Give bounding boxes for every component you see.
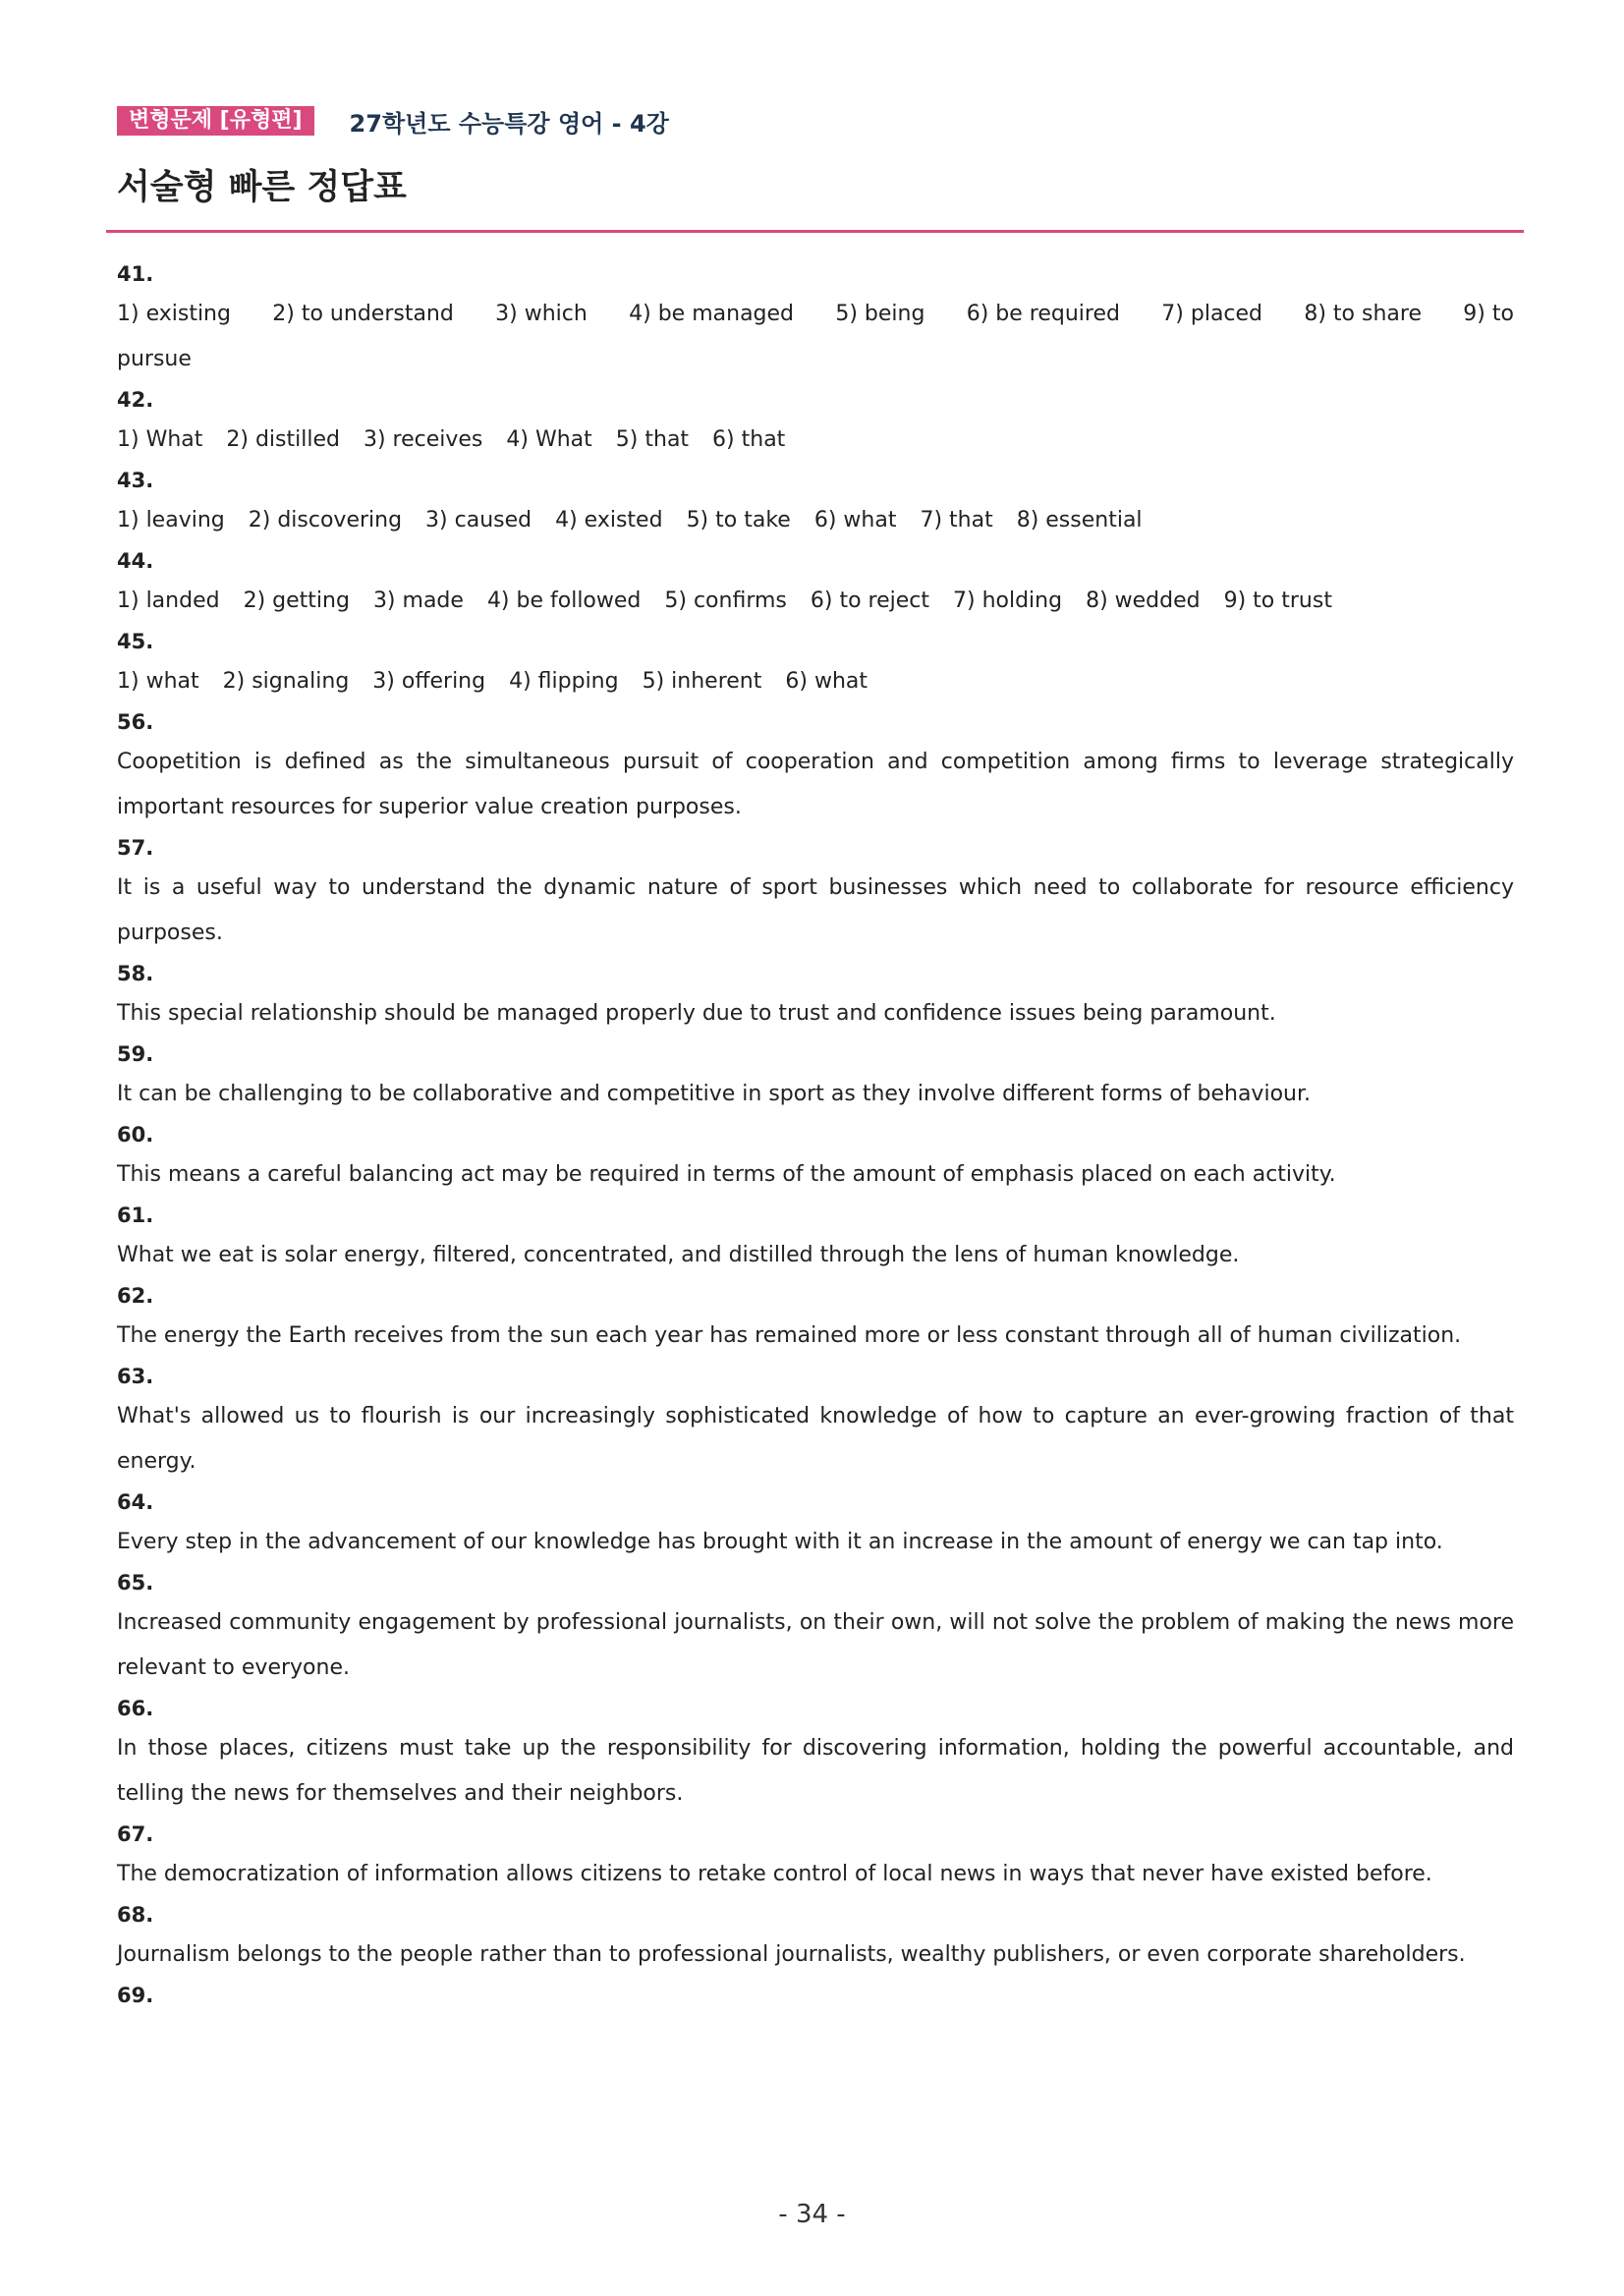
choice-answer: 5) confirms (664, 588, 787, 613)
choice-answer: 2) signaling (222, 669, 350, 694)
choice-answer: 9) to trust (1223, 588, 1332, 613)
answer-sentence: Every step in the advancement of our knowledge has brought with it an increase in the amount of energy we can tap into. (117, 1530, 1443, 1554)
answer-item (117, 1897, 1514, 1978)
choice-answer: 4) What (506, 427, 592, 452)
choice-answer: 5) that (615, 427, 690, 452)
choice-answer: 3) offering (372, 669, 486, 694)
question-number: 62. (117, 1284, 154, 1308)
choice-answer: 1) landed (117, 588, 220, 613)
page-title: 서술형 빠른 정답표 (117, 168, 407, 207)
title-divider (106, 230, 1524, 233)
answer-item (117, 956, 1514, 1036)
choice-answer: 6) that (712, 427, 786, 452)
choice-answer: 7) that (920, 508, 993, 532)
answer-item (117, 1484, 1514, 1565)
answer-list (117, 256, 1514, 2013)
question-number: 44. (117, 549, 154, 573)
answer-sentence: Increased community engagement by professional journalists, on their own, will not solve the problem of making the news more relevant to everyone. (117, 1610, 1514, 1680)
answer-item (117, 1278, 1514, 1359)
choice-answer: 8) essential (1016, 508, 1143, 532)
answer-item (117, 1036, 1514, 1117)
choice-answer: 5) inherent (642, 669, 762, 694)
choice-answer: 6) to reject (810, 588, 929, 613)
page-header (117, 103, 669, 139)
question-number: 66. (117, 1697, 154, 1720)
page-number: - 34 - (778, 2200, 846, 2229)
answer-item (117, 1117, 1514, 1198)
choice-list (117, 418, 1514, 463)
answer-sentence: This means a careful balancing act may be required in terms of the amount of emphasis placed on each activity. (117, 1162, 1336, 1187)
choice-answer: 4) be managed (629, 302, 795, 326)
answer-item (117, 256, 1514, 382)
question-number: 67. (117, 1822, 154, 1846)
choice-list (117, 292, 1514, 337)
answer-item (117, 624, 1514, 704)
question-number: 45. (117, 630, 154, 653)
choice-list (117, 579, 1514, 624)
choice-list (117, 498, 1514, 543)
question-number: 42. (117, 388, 154, 412)
answer-item (117, 704, 1514, 830)
answer-item (117, 543, 1514, 624)
answer-item (117, 1817, 1514, 1897)
choice-answer: 3) which (495, 302, 588, 326)
answer-sentence: What's allowed us to flourish is our increasingly sophisticated knowledge of how to capture an ever-growing fraction of that energy. (117, 1404, 1514, 1474)
answer-sentence: In those places, citizens must take up the responsibility for discovering information, holding the powerful accountable, and telling the news for themselves and their neighbors. (117, 1736, 1514, 1806)
answer-item (117, 463, 1514, 543)
answer-sentence: The democratization of information allows citizens to retake control of local news in ways that never have existed before. (117, 1862, 1432, 1886)
choice-answer: 3) receives (363, 427, 483, 452)
choice-answer: 3) made (372, 588, 464, 613)
answer-item (117, 830, 1514, 956)
question-number: 58. (117, 962, 154, 985)
choice-answer: 6) what (813, 508, 897, 532)
choice-answer: 1) what (117, 669, 199, 694)
question-number: 68. (117, 1903, 154, 1927)
answer-item (117, 1691, 1514, 1817)
question-number: 69. (117, 1984, 154, 2007)
choice-answer: 4) existed (555, 508, 663, 532)
question-number: 56. (117, 710, 154, 734)
answer-sentence: It is a useful way to understand the dynamic nature of sport businesses which need to collaborate for resource efficiency purposes. (117, 875, 1514, 945)
answer-item (117, 1198, 1514, 1278)
choice-answer: 3) caused (425, 508, 532, 532)
answer-item (117, 382, 1514, 463)
choice-answer: 1) leaving (117, 508, 225, 532)
choice-answer: 6) what (785, 669, 868, 694)
answer-item (117, 1359, 1514, 1484)
answer-item (117, 1978, 1514, 2013)
choice-answer: 6) be required (966, 302, 1120, 326)
choice-answer: 2) discovering (248, 508, 403, 532)
choice-answer: 7) holding (953, 588, 1063, 613)
choice-answer: 5) to take (686, 508, 791, 532)
choice-answer: 4) flipping (509, 669, 619, 694)
choice-list (117, 659, 1514, 704)
question-number: 43. (117, 469, 154, 492)
answer-sentence: The energy the Earth receives from the sun each year has remained more or less constant through all of human civilization. (117, 1323, 1462, 1348)
question-number: 59. (117, 1042, 154, 1066)
choice-answer: 8) to share (1304, 302, 1422, 326)
question-number: 60. (117, 1123, 154, 1147)
answer-sentence: Coopetition is defined as the simultaneous pursuit of cooperation and competition among firms to leverage strategically important resources for superior value creation purposes. (117, 750, 1514, 819)
choice-answer: 1) What (117, 427, 203, 452)
question-number: 64. (117, 1490, 154, 1514)
choice-answer: 9) to (1463, 302, 1514, 326)
answer-sentence: It can be challenging to be collaborative and competitive in sport as they involve different forms of behaviour. (117, 1082, 1311, 1106)
question-number: 61. (117, 1204, 154, 1227)
question-number: 41. (117, 262, 154, 286)
choice-answer: 7) placed (1161, 302, 1263, 326)
question-number: 57. (117, 836, 154, 860)
choice-answer: 2) to understand (272, 302, 454, 326)
choice-answer: 2) getting (243, 588, 350, 613)
answer-item (117, 1565, 1514, 1691)
question-number: 65. (117, 1571, 154, 1595)
question-number: 63. (117, 1365, 154, 1388)
answer-sentence: Journalism belongs to the people rather than to professional journalists, wealthy publishers, or even corporate shareholders. (117, 1942, 1466, 1967)
answer-sentence: What we eat is solar energy, filtered, concentrated, and distilled through the lens of human knowledge. (117, 1243, 1240, 1267)
section-badge: 변형문제 [유형편] (117, 106, 314, 136)
answer-sentence: This special relationship should be managed properly due to trust and confidence issues being paramount. (117, 1001, 1276, 1026)
choice-answer: 4) be followed (486, 588, 642, 613)
subject-title: 27학년도 수능특강 영어 - 4강 (349, 109, 669, 138)
choice-answer: 2) distilled (226, 427, 340, 452)
choice-continuation: pursue (117, 347, 192, 371)
choice-answer: 1) existing (117, 302, 231, 326)
choice-answer: 5) being (835, 302, 925, 326)
choice-answer: 8) wedded (1086, 588, 1201, 613)
